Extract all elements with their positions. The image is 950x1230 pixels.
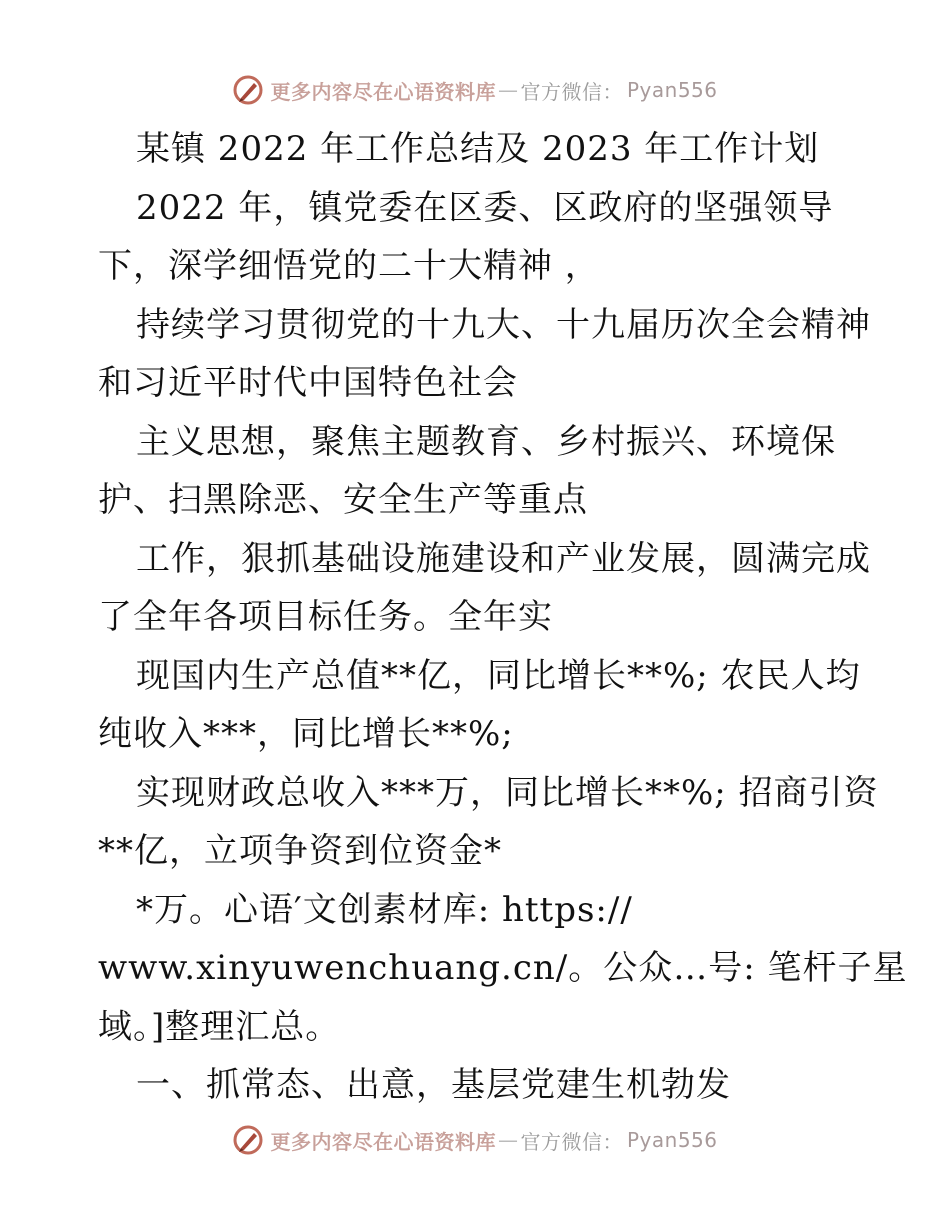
paragraph-line: www.xinyuwenchuang.cn/。公众…号: 笔杆子星 [98, 948, 908, 988]
footer-watermark-banner [0, 1120, 950, 1160]
banner-wechat-id: Pyan556 [626, 1128, 718, 1152]
paragraph-line: 主义思想，聚焦主题教育、乡村振兴、环境保 [136, 421, 836, 462]
banner-official-label: 官方微信： [520, 1129, 623, 1154]
paragraph-line: *万。心语′文创素材库: https:// [136, 889, 633, 930]
paragraph-line: 了全年各项目标任务。全年实 [98, 597, 553, 637]
paragraph-line: 和习近平时代中国特色社会 [98, 363, 518, 403]
paragraph-line: 工作，狠抓基础设施建设和产业发展，圆满完成 [136, 538, 871, 579]
paragraph-line: 实现财政总收入***万，同比增长**%; 招商引资 [136, 772, 879, 813]
header-watermark-banner [0, 70, 950, 110]
paragraph-line: 纯收入***，同比增长**%; [98, 714, 514, 754]
pen-logo-icon [232, 1124, 264, 1156]
banner-dash: — [497, 1128, 519, 1152]
paragraph-line: 下，深学细悟党的二十大精神 ， [98, 246, 600, 286]
document-title: 某镇 2022 年工作总结及 2023 年工作计划 [136, 129, 820, 169]
paragraph-line: 域。]整理汇总。 [98, 1006, 341, 1047]
document-body [98, 120, 908, 1115]
paragraph-line: 2022 年，镇党委在区委、区政府的坚强领导 [136, 187, 834, 228]
paragraph-line: 护、扫黑除恶、安全生产等重点 [98, 480, 588, 520]
paragraph-line: 现国内生产总值**亿，同比增长**%; 农民人均 [136, 655, 861, 696]
section-heading: 一、抓常态、出意，基层党建生机勃发 [136, 1065, 731, 1105]
pen-logo-icon [232, 74, 264, 106]
banner-promo-text: 更多内容尽在心语资料库 [270, 1129, 496, 1154]
paragraph-line: 持续学习贯彻党的十九大、十九届历次全会精神 [136, 304, 871, 345]
banner-promo-text: 更多内容尽在心语资料库 [270, 79, 496, 104]
paragraph-line: **亿，立项争资到位资金* [98, 831, 502, 871]
banner-dash: — [497, 78, 519, 102]
banner-wechat-id: Pyan556 [626, 78, 718, 102]
banner-official-label: 官方微信： [520, 79, 623, 104]
